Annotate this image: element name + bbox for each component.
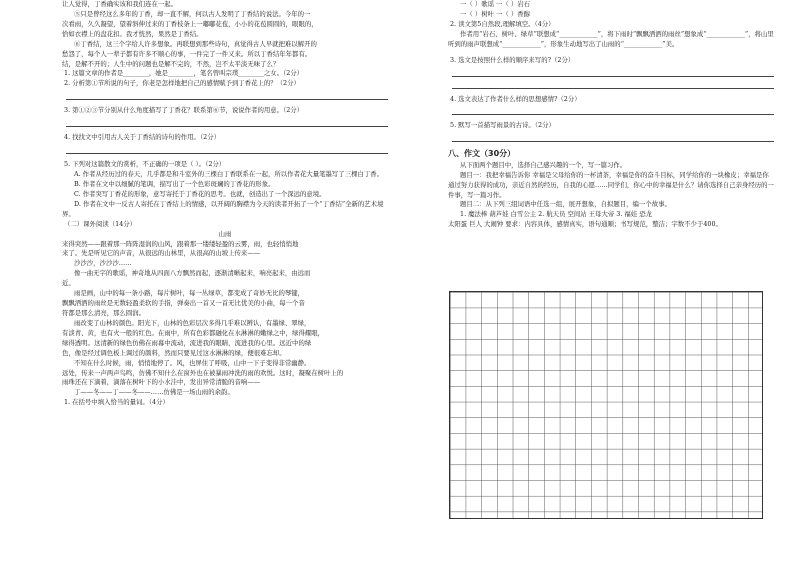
- essay-line: 绿得透明。这清新的绿色仿佛在雨幕中流动，流进我的眼睛，流进我的心里。远近中的绿: [62, 338, 312, 347]
- right-column: [448, 0, 774, 230]
- answer-line[interactable]: [452, 79, 774, 89]
- essay-line: 色，像是经过调色板上调过的颜料，然而只要见过这水淋淋的绿，便很难忘却。: [62, 348, 286, 357]
- question-1: 1. 这篇文章的作者是________，她是________，笔名曾叫宗璞________之女。（2分）: [64, 69, 304, 78]
- passage-line: ⑤只是曾经这么多年的丁香，却一直不解，何以古人发明了丁香结的说法。今年的一: [74, 9, 311, 18]
- essay-line: 有淡青、黄，也有火一般的红色。在雨中，所有色彩都融化在水淋淋的嫩绿之中，绿得耀眼，: [62, 328, 325, 337]
- essay-line: 远处，传来一声两声鸟鸣，仿佛不知什么在窗外也在被暴雨冲洗的雨的欢悦。这时，凝聚在树叶上的: [62, 368, 344, 377]
- question-3: 3. 选文是按照什么样的顺序来写的?（2分）: [450, 55, 575, 64]
- question-5: 5. 默写一首描写雨景的古诗。（2分）: [450, 121, 555, 130]
- passage-line: 让人觉得，丁香确实该和我们连在一起。: [62, 0, 178, 8]
- fill-blank-row[interactable]: 一（ ）树叶 一（ ）香醇: [460, 9, 530, 18]
- option-a: A. 作者从经历过的春天，几乎都是和斗室外的三棵白丁香联系在一起，所以作者花大量笔墨写了三棵白丁香。: [74, 170, 384, 179]
- option-d: D. 作者在文中一反古人寄托在丁香结上的情感，以开阔的胸襟为今天的读者开拓了一个“丁香结”全新的艺术境界。: [62, 199, 384, 218]
- left-column: [62, 0, 388, 408]
- passage-line: 次看雨，久久凝望，望着斜伸过来的丁香枝条上一嘟嘟花苞，小小的花苞圆圆的，眼眼的，: [62, 19, 318, 28]
- question-2-body: 作者用“岩石、树叶、绿草”联想成“____________”，将下雨时“飘飘洒洒的雨丝”想象成“____________”，将山里听到的雨声联想成“____________”，形象生动地写出了山雨的“____________”美。: [448, 29, 774, 48]
- essay-line: 雨是画，山中的每一条小路，每片树叶，每一丛绿草，都变成了奇妙无比的琴键，: [74, 289, 305, 298]
- question-4: 4. 找找文中引用古人关于丁香结的诗句的作用。（2分）: [64, 133, 220, 142]
- passage-line: 愁怨了，每个人一辈子都有许多不顺心的事，一件完了一件又来。所以丁香结年年都有。: [62, 49, 312, 58]
- composition-prompt: 题目一：我把幸福告诉你 幸福是父母给你的一杯清茶，幸福是你的奋斗目标，同学给你的一块橡皮；幸福是你通过努力获得的成功，亲近自然的经历，自我的心愿……同学们，你心中的幸福是什么？请你选择自己亲身经历的一件事，写一篇习作。: [448, 170, 774, 199]
- essay-line: 不知在什么时候，雨，悄悄地停了。风，也屏住了呼吸，山中一下子变得非常幽静。: [74, 358, 311, 367]
- essay-line: 丁——冬——丁——冬——……仿佛是一场山雨的余韵。: [74, 388, 234, 397]
- composition-prompt: 1. 魔法棒 葫芦娃 白雪公主 2. 航天员 空间站 王母大帝 3. 福娃 恐龙: [460, 210, 652, 219]
- passage-line: 恰如衣襟上的盘花扣。我才恍然，果然是丁香结。: [62, 29, 203, 38]
- essay-line: 符都是那么清亮，那么圆润。: [62, 308, 146, 317]
- fill-blank-row[interactable]: 一（ ）歌谣 一（ ）岩石: [460, 0, 530, 8]
- composition-prompt: 从下面两个题目中，选择自己感兴趣的一个，写一篇习作。: [460, 160, 627, 169]
- essay-question-1: 1. 在括号中填入恰当的量词。（4分）: [64, 398, 169, 407]
- essay-line: 来得突然——跟着那一阵阵湿润的山风，跟着那一缕缕轻盈的云雾，雨，也轻悄悄地: [62, 239, 299, 248]
- essay-line: 飘飘洒洒的雨丝是无数轻盈柔软的手指，弹奏出一首又一首无比优美的小曲，每一个音: [62, 299, 305, 308]
- answer-line[interactable]: [66, 144, 388, 154]
- essay-title: 山雨: [218, 229, 232, 238]
- essay-line: 雨改变了山林的颜色。阳光下，山林的色彩层次多得几乎难以辨认，有墨绿、翠绿，: [74, 318, 311, 327]
- essay-line: 像一曲无字的歌谣，神奇地从四面八方飘然而起，逐渐清晰起来，响亮起来，由远而: [74, 269, 311, 278]
- composition-heading: 八、作文（30分）: [448, 149, 516, 159]
- answer-line[interactable]: [452, 105, 774, 115]
- passage-line: ⑥丁香结，这三个字给人许多想象。再联想到那些诗句，真觉得古人早就把难以解开的: [74, 39, 317, 48]
- writing-grid[interactable]: [449, 291, 763, 519]
- answer-line[interactable]: [452, 67, 774, 77]
- composition-prompt: 题目二：从下列三组词语中任选一组，展开想象，自拟题目，编一个故事。: [460, 200, 671, 209]
- essay-line: 来了。先是听见它的声音，从很远的山林里，从很高的山坡上传来——: [62, 249, 261, 258]
- answer-line[interactable]: [66, 117, 388, 127]
- question-5: 5. 下列对这篇散文的赏析，不正确的一项是（ ）。（2分）: [64, 160, 226, 169]
- option-c: C. 作者突写丁香花的形象，意写寄托于丁香花的思考。也就，创造出了一个深远的意境。: [74, 189, 326, 198]
- section-heading: （二）课外阅读（14分）: [64, 219, 137, 228]
- option-b: B. 作者在文中以细腻的笔调，描写出了一个色彩斑斓的丁香花的形象。: [74, 179, 275, 188]
- essay-line: 近。: [62, 279, 75, 288]
- essay-line: 雨珠还在下滴着，滴落在树叶下的小水洼中，发出异常清脆的音响——: [62, 378, 261, 387]
- essay-line: 沙沙沙，沙沙沙……: [74, 259, 132, 268]
- question-3: 3. 第①②③节分别从什么角度描写了丁香花？联系第⑥节，说说作者的用意。（2分）: [64, 106, 304, 115]
- composition-prompt: 太阳蛋 巨人 大闹钟 要求：内容具体，感情真实，语句通顺；书写规范，整洁；字数不少于400。: [448, 220, 722, 229]
- question-2: 2. 分析第①节所说的句子，你老是怎样地把自己的感情赋予到丁香花上的？（2分）: [64, 79, 300, 88]
- answer-line[interactable]: [66, 90, 388, 100]
- question-4: 4. 选文表达了作者什么样的思想感情?（2分）: [450, 94, 581, 103]
- question-2: 2. 读文第5自然段,理解填空。（4分）: [450, 19, 555, 28]
- answer-line[interactable]: [452, 132, 774, 142]
- passage-line: 结，是解不开的；人生中的问题也是解不完的，不然，岂不太平淡无味了么？: [62, 59, 280, 68]
